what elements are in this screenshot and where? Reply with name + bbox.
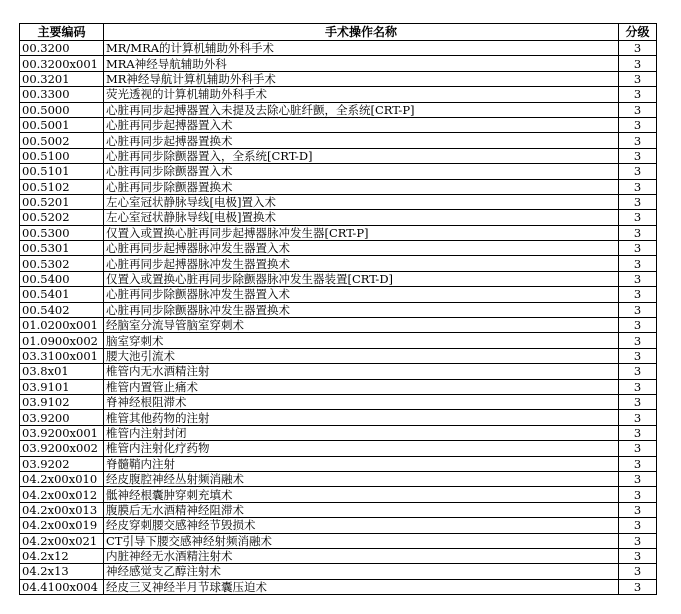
table-row [20, 87, 657, 102]
cell-name: 椎管内置管止痛术 [104, 379, 619, 394]
cell-code: 00.5000 [20, 102, 104, 117]
table-row [20, 364, 657, 379]
table-row [20, 179, 657, 194]
table-row [20, 579, 657, 594]
table-row [20, 533, 657, 548]
cell-name: 心脏再同步除颤器置换术 [104, 179, 619, 194]
cell-grade: 3 [619, 548, 657, 563]
cell-name: 脊髓鞘内注射 [104, 456, 619, 471]
cell-name: 心脏再同步除颤器置入术 [104, 164, 619, 179]
table-row [20, 548, 657, 563]
cell-code: 04.2x00x012 [20, 487, 104, 502]
table-row [20, 164, 657, 179]
cell-code: 00.3300 [20, 87, 104, 102]
cell-code: 04.2x00x013 [20, 502, 104, 517]
table-row [20, 148, 657, 163]
table-row [20, 102, 657, 117]
cell-grade: 3 [619, 471, 657, 486]
cell-grade: 3 [619, 41, 657, 56]
table-row [20, 502, 657, 517]
cell-grade: 3 [619, 579, 657, 594]
table-row [20, 56, 657, 71]
cell-code: 01.0200x001 [20, 318, 104, 333]
table-row [20, 487, 657, 502]
table-row [20, 425, 657, 440]
cell-grade: 3 [619, 133, 657, 148]
table-row [20, 287, 657, 302]
cell-name: 心脏再同步起搏器脉冲发生器置入术 [104, 241, 619, 256]
cell-code: 00.5102 [20, 179, 104, 194]
cell-code: 00.5301 [20, 241, 104, 256]
cell-code: 03.8x01 [20, 364, 104, 379]
table-row [20, 71, 657, 86]
cell-grade: 3 [619, 271, 657, 286]
table-row [20, 117, 657, 132]
cell-code: 04.2x12 [20, 548, 104, 563]
cell-grade: 3 [619, 302, 657, 317]
cell-grade: 3 [619, 318, 657, 333]
cell-code: 01.0900x002 [20, 333, 104, 348]
cell-code: 03.9200x002 [20, 441, 104, 456]
table-row [20, 256, 657, 271]
cell-code: 00.3201 [20, 71, 104, 86]
cell-name: 心脏再同步起搏器置换术 [104, 133, 619, 148]
cell-name: 心脏再同步除颤器置入，全系统[CRT-D] [104, 148, 619, 163]
cell-grade: 3 [619, 564, 657, 579]
table-row [20, 348, 657, 363]
cell-grade: 3 [619, 56, 657, 71]
cell-name: 内脏神经无水酒精注射术 [104, 548, 619, 563]
cell-grade: 3 [619, 410, 657, 425]
cell-code: 03.9202 [20, 456, 104, 471]
table-row [20, 410, 657, 425]
cell-grade: 3 [619, 379, 657, 394]
cell-grade: 3 [619, 456, 657, 471]
cell-code: 03.9101 [20, 379, 104, 394]
table-row [20, 210, 657, 225]
cell-name: 脑室穿刺术 [104, 333, 619, 348]
cell-name: CT引导下腰交感神经射频消融术 [104, 533, 619, 548]
cell-name: 左心室冠状静脉导线[电极]置入术 [104, 194, 619, 209]
cell-code: 00.5401 [20, 287, 104, 302]
cell-grade: 3 [619, 364, 657, 379]
cell-name: MR神经导航计算机辅助外科手术 [104, 71, 619, 86]
cell-code: 03.3100x001 [20, 348, 104, 363]
table-row [20, 518, 657, 533]
cell-name: 椎管内无水酒精注射 [104, 364, 619, 379]
cell-code: 04.2x00x021 [20, 533, 104, 548]
cell-name: 神经感觉支乙醇注射术 [104, 564, 619, 579]
cell-name: 脊神经根阻滞术 [104, 394, 619, 409]
cell-name: 仅置入或置换心脏再同步起搏器脉冲发生器[CRT-P] [104, 225, 619, 240]
table-row [20, 318, 657, 333]
table-row [20, 471, 657, 486]
table-row [20, 333, 657, 348]
header-grade: 分级 [619, 24, 657, 41]
cell-code: 04.4100x004 [20, 579, 104, 594]
cell-name: 荧光透视的计算机辅助外科手术 [104, 87, 619, 102]
cell-code: 00.3200 [20, 41, 104, 56]
table-row [20, 41, 657, 56]
cell-grade: 3 [619, 164, 657, 179]
cell-grade: 3 [619, 256, 657, 271]
cell-code: 04.2x00x010 [20, 471, 104, 486]
cell-code: 03.9200x001 [20, 425, 104, 440]
cell-name: 经脑室分流导管脑室穿刺术 [104, 318, 619, 333]
table-row [20, 302, 657, 317]
cell-name: 心脏再同步除颤器脉冲发生器置换术 [104, 302, 619, 317]
cell-name: 经皮腹腔神经丛射频消融术 [104, 471, 619, 486]
cell-grade: 3 [619, 117, 657, 132]
cell-code: 04.2x00x019 [20, 518, 104, 533]
table-row [20, 225, 657, 240]
cell-grade: 3 [619, 425, 657, 440]
cell-grade: 3 [619, 394, 657, 409]
cell-name: 心脏再同步起搏器置入术 [104, 117, 619, 132]
cell-name: 心脏再同步起搏器脉冲发生器置换术 [104, 256, 619, 271]
cell-name: 骶神经根囊肿穿刺充填术 [104, 487, 619, 502]
cell-code: 00.5400 [20, 271, 104, 286]
cell-grade: 3 [619, 210, 657, 225]
cell-code: 00.5201 [20, 194, 104, 209]
cell-grade: 3 [619, 225, 657, 240]
cell-grade: 3 [619, 102, 657, 117]
cell-name: 腹膜后无水酒精神经阻滞术 [104, 502, 619, 517]
cell-grade: 3 [619, 148, 657, 163]
cell-code: 03.9102 [20, 394, 104, 409]
header-code: 主要编码 [20, 24, 104, 41]
table-row [20, 379, 657, 394]
table-row [20, 394, 657, 409]
cell-name: 心脏再同步除颤器脉冲发生器置入术 [104, 287, 619, 302]
cell-code: 00.5101 [20, 164, 104, 179]
header-name: 手术操作名称 [104, 24, 619, 41]
cell-code: 00.3200x001 [20, 56, 104, 71]
cell-code: 00.5002 [20, 133, 104, 148]
cell-name: 心脏再同步起搏器置入未提及去除心脏纤颤，全系统[CRT-P] [104, 102, 619, 117]
cell-grade: 3 [619, 441, 657, 456]
table-header-row [20, 24, 657, 41]
cell-code: 03.9200 [20, 410, 104, 425]
cell-grade: 3 [619, 241, 657, 256]
table-row [20, 133, 657, 148]
cell-code: 00.5302 [20, 256, 104, 271]
cell-grade: 3 [619, 87, 657, 102]
cell-grade: 3 [619, 502, 657, 517]
cell-grade: 3 [619, 487, 657, 502]
table-row [20, 456, 657, 471]
table-row [20, 241, 657, 256]
cell-grade: 3 [619, 194, 657, 209]
cell-code: 00.5001 [20, 117, 104, 132]
cell-grade: 3 [619, 348, 657, 363]
procedure-table-container [19, 23, 657, 595]
cell-code: 04.2x13 [20, 564, 104, 579]
cell-grade: 3 [619, 333, 657, 348]
table-row [20, 271, 657, 286]
cell-name: 腰大池引流术 [104, 348, 619, 363]
cell-grade: 3 [619, 179, 657, 194]
cell-name: MRA神经导航辅助外科 [104, 56, 619, 71]
cell-grade: 3 [619, 71, 657, 86]
cell-code: 00.5202 [20, 210, 104, 225]
cell-code: 00.5402 [20, 302, 104, 317]
table-row [20, 441, 657, 456]
table-row [20, 564, 657, 579]
cell-grade: 3 [619, 533, 657, 548]
cell-grade: 3 [619, 287, 657, 302]
table-row [20, 194, 657, 209]
cell-code: 00.5100 [20, 148, 104, 163]
cell-name: 椎管内注射封闭 [104, 425, 619, 440]
cell-name: 经皮三叉神经半月节球囊压迫术 [104, 579, 619, 594]
cell-name: 椎管其他药物的注射 [104, 410, 619, 425]
procedure-table [19, 23, 657, 595]
table-body [20, 41, 657, 595]
cell-name: MR/MRA的计算机辅助外科手术 [104, 41, 619, 56]
cell-code: 00.5300 [20, 225, 104, 240]
cell-name: 左心室冠状静脉导线[电极]置换术 [104, 210, 619, 225]
cell-name: 椎管内注射化疗药物 [104, 441, 619, 456]
cell-name: 经皮穿刺腰交感神经节毁损术 [104, 518, 619, 533]
cell-grade: 3 [619, 518, 657, 533]
cell-name: 仅置入或置换心脏再同步除颤器脉冲发生器装置[CRT-D] [104, 271, 619, 286]
